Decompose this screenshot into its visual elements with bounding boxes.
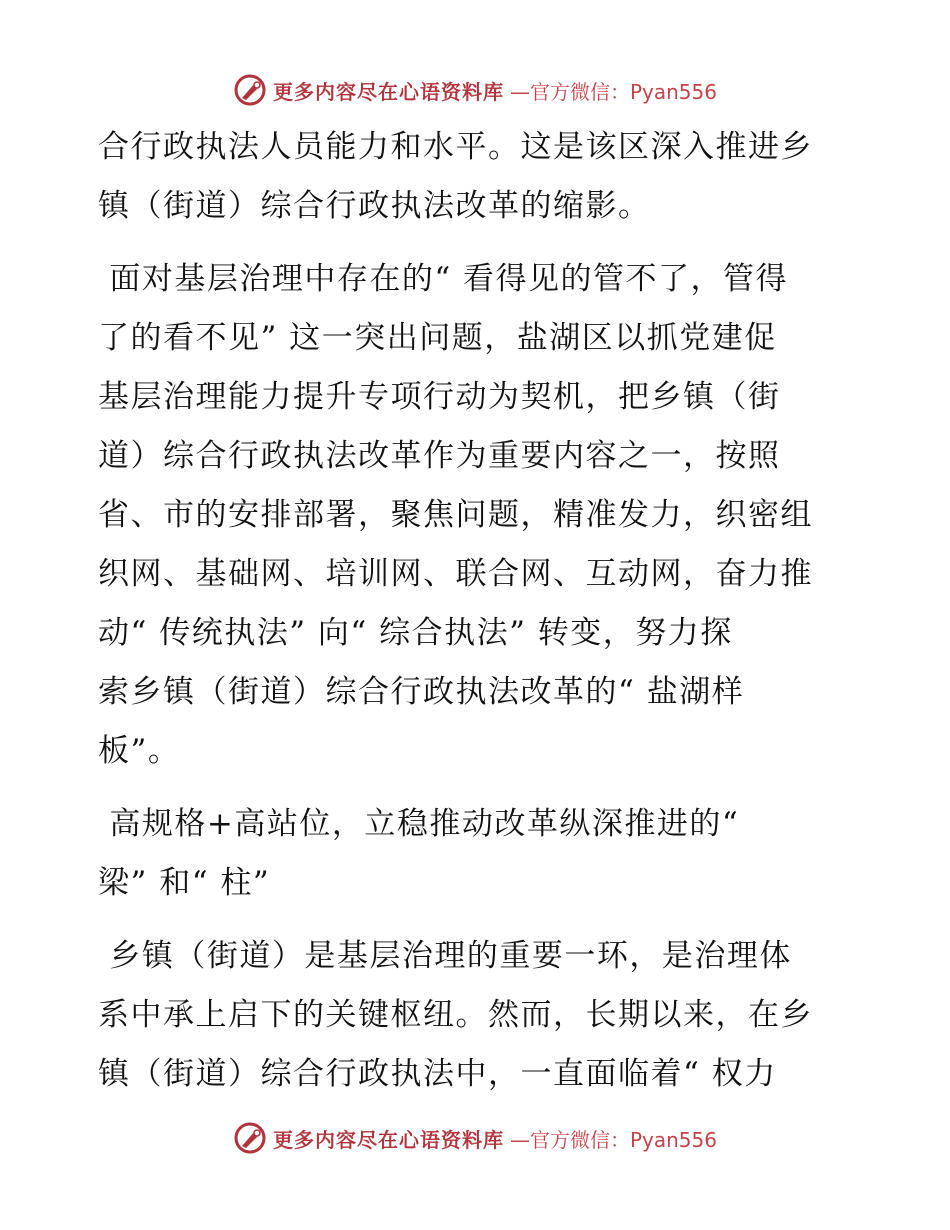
text-line: 道）综合行政执法改革作为重要内容之一，按照 [98,438,781,474]
text-line: 镇（街道）综合行政执法改革的缩影。 [98,188,651,224]
text-line: 基层治理能力提升专项行动为契机，把乡镇（街 [98,379,781,415]
text-line: 合行政执法人员能力和水平。这是该区深入推进乡 [98,129,813,165]
document-body [98,118,858,1104]
text-line: 系中承上启下的关键枢纽。然而，长期以来，在乡 [98,997,813,1033]
watermark-brand: 更多内容尽在心语资料库 [272,1127,504,1152]
watermark-brand: 更多内容尽在心语资料库 [272,79,504,104]
header-watermark [0,72,950,108]
paragraph-1 [98,118,858,236]
text-line: 高规格+高站位，立稳推动改革纵深推进的“ [98,806,740,842]
section-heading [98,795,858,913]
text-line: 面对基层治理中存在的“ 看得见的管不了，管得 [98,261,789,297]
text-line: 索乡镇（街道）综合行政执法改革的“ 盐湖样 [98,674,745,710]
footer-watermark [0,1120,950,1156]
text-line: 镇（街道）综合行政执法中，一直面临着“ 权力 [98,1056,777,1092]
pen-logo-icon [233,73,267,107]
text-line: 板”。 [98,733,181,769]
text-line: 乡镇（街道）是基层治理的重要一环，是治理体 [98,938,792,974]
watermark-contact: —官方微信：Pyan556 [509,79,717,104]
text-line: 动“ 传统执法” 向“ 综合执法” 转变，努力探 [98,615,733,651]
paragraph-2 [98,250,858,781]
pen-logo-icon [233,1121,267,1155]
paragraph-3 [98,927,858,1104]
watermark-contact: —官方微信：Pyan556 [509,1127,717,1152]
text-line: 织网、基础网、培训网、联合网、互动网，奋力推 [98,556,813,592]
text-line: 省、市的安排部署，聚焦问题，精准发力，织密组 [98,497,813,533]
text-line: 了的看不见” 这一突出问题，盐湖区以抓党建促 [98,320,777,356]
text-line: 梁” 和“ 柱” [98,865,271,901]
